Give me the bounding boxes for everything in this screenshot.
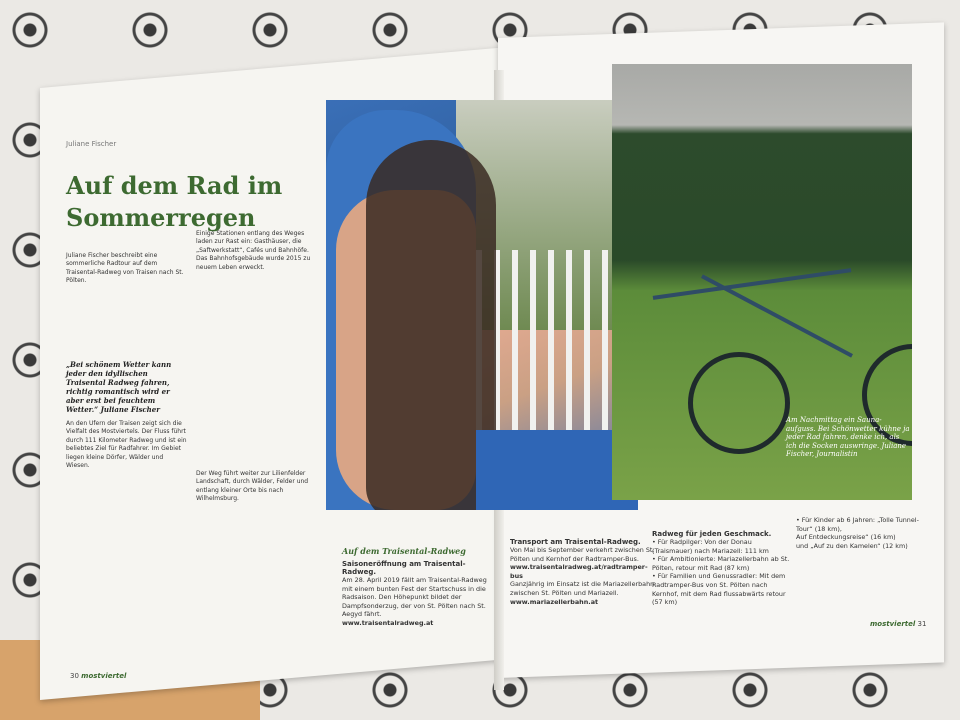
- info-col2-heading: Transport am Traisental-Radweg.: [510, 538, 641, 546]
- article-column-2-continued: Der Weg führt weiter zur Lilienfelder Landschaft, durch Wälder, Felder und entlang kleiner Orte bis nach Wilhelmsburg.: [196, 470, 309, 503]
- right-page-number: 31: [917, 620, 927, 628]
- article-intro: Juliane Fischer beschreibt eine sommerliche Radtour auf dem Traisental-Radweg von Traisen nach St. Pölten.: [66, 252, 184, 285]
- right-magazine-name: mostviertel: [870, 620, 916, 628]
- info-col2-link-1: www.traisentalradweg.at/radtramper-bus: [510, 563, 648, 580]
- bike-frame-diagonal: [701, 274, 853, 357]
- info-section-title: Auf dem Traisental-Radweg: [342, 546, 466, 556]
- bike-front-wheel: [688, 352, 790, 454]
- info-col4-item: • Für Kinder ab 6 Jahren: „Tolle Tunnel-Tour“ (18 km),: [796, 516, 919, 533]
- headline-line-2: Sommerregen: [66, 203, 256, 232]
- info-col4-item: Auf Entdeckungsreise“ (16 km): [796, 533, 896, 542]
- article-headline: [66, 170, 306, 234]
- info-col1-link: www.traisentalradweg.at: [342, 618, 434, 627]
- article-column-1: An den Ufern der Traisen zeigt sich die Vielfalt des Mostviertels. Der Fluss führt durch 111 Kilometer Radweg und ist ein beliebtes Ziel für Radfahrer. Im Gebiet liegen kleine Dörfer, Wälder und Wiesen.: [66, 420, 187, 470]
- headline-line-1: Auf dem Rad im: [66, 171, 283, 200]
- photo-caption: Am Nachmittag ein Sauna-aufguss. Bei Schönwetter kühne ja jeder Rad fahren, denke ich, als ich die Socken auswringe. Juliane Fischer, Journalistin: [786, 416, 910, 459]
- info-column-1: [342, 560, 490, 628]
- info-col4-item: und „Auf zu den Kamelen“ (12 km): [796, 541, 908, 550]
- pull-quote: „Bei schönem Wetter kann jeder den idyllischen Traisental Radweg fahren, richtig romantisch wird er aber erst bei feuchtem Wetter.“ Juliane Fischer: [66, 360, 172, 414]
- bike-frame: [653, 268, 852, 300]
- article-byline: Juliane Fischer: [66, 140, 117, 148]
- article-column-2: Einige Stationen entlang des Weges laden zur Rast ein: Gasthäuser, die „Saftwerkstatt“, Cafés und Bahnhöfe. Das Bahnhofsgebäude wurde 2015 zu neuem Leben erweckt.: [196, 230, 311, 271]
- info-column-2: [510, 538, 658, 606]
- info-col3-item: • Für Familien und Genussradler: Mit dem Radtramper-Bus von St. Pölten nach Kernhof, mit dem Rad flussabwärts retour (57 km): [652, 572, 786, 607]
- info-column-3: [652, 530, 792, 607]
- info-col2-text: Von Mai bis September verkehrt zwischen St. Pölten und Kernhof der Radtramper-Bus.: [510, 546, 655, 563]
- info-col2-text-2: Ganzjährig im Einsatz ist die Mariazellerbahn zwischen St. Pölten und Mariazell.: [510, 580, 655, 597]
- left-page-footer: [70, 672, 126, 680]
- left-page-number: 30: [70, 672, 79, 680]
- info-col3-item: • Für Radpilger: Von der Donau (Traismauer) nach Mariazell: 111 km: [652, 538, 769, 555]
- info-col1-text: Am 28. April 2019 fällt am Traisental-Radweg mit einem bunten Fest der Startschuss in die Radsaison. Den Höhepunkt bildet der Dampfsonderzug, der von St. Pölten nach St. Aegyd fährt.: [342, 576, 487, 619]
- info-column-4: [796, 516, 920, 550]
- info-col3-heading: Radweg für jeden Geschmack.: [652, 530, 772, 538]
- info-col1-heading: Saisoneröffnung am Traisental-Radweg.: [342, 560, 466, 576]
- bridge-railing: [476, 250, 616, 430]
- info-col2-link-2: www.mariazellerbahn.at: [510, 597, 599, 606]
- photo-woman-in-rain: [326, 100, 638, 510]
- left-magazine-name: mostviertel: [81, 672, 127, 680]
- info-col3-item: • Für Ambitionierte: Mariazellerbahn ab St. Pölten, retour mit Rad (87 km): [652, 555, 790, 572]
- right-page-footer: [870, 620, 926, 628]
